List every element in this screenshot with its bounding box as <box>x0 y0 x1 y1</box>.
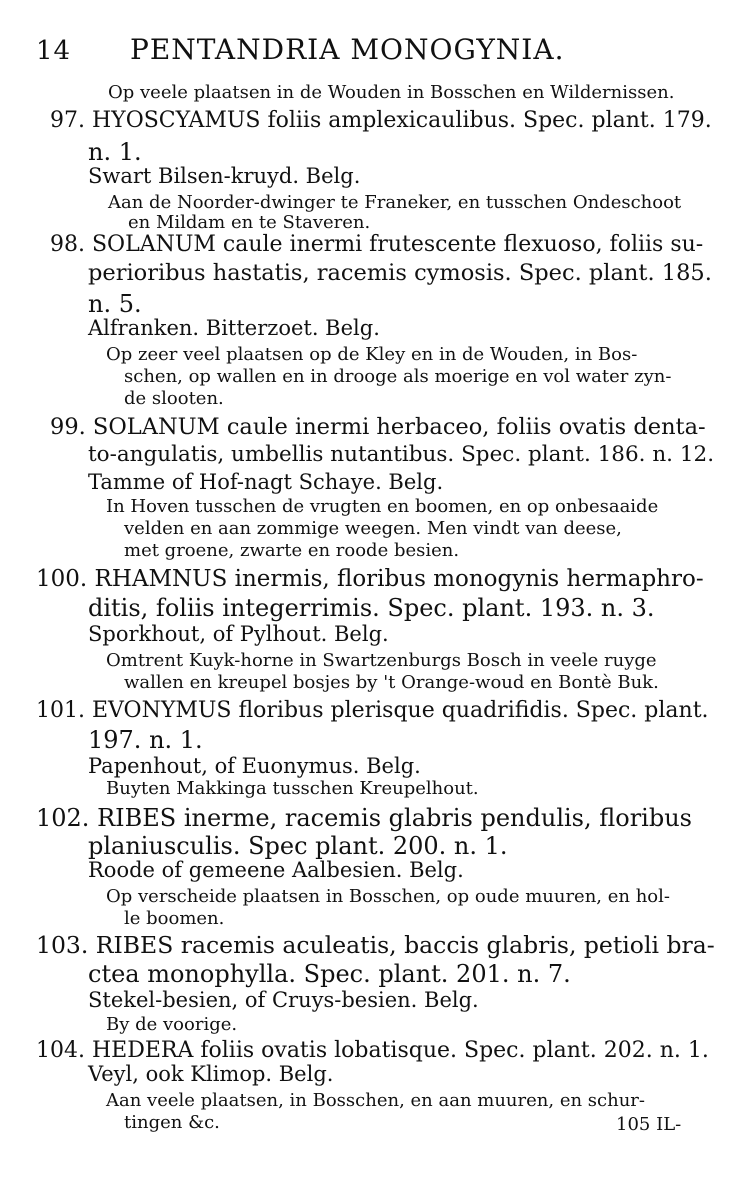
entry-99-locality-1: In Hoven tusschen de vrugten en boomen, en op onbesaaide <box>106 496 659 517</box>
entry-100-locality-2: wallen en kreupel bosjes by 't Orange-woud en Bontè Buk. <box>124 672 659 693</box>
entry-101-locality-1: Buyten Makkinga tusschen Kreupelhout. <box>106 778 479 799</box>
entry-102-vernacular: Roode of gemeene Aalbesien. Belg. <box>88 858 464 882</box>
entry-99-locality-3: met groene, zwarte en roode besien. <box>124 540 460 561</box>
entry-103-line-1: 103. RIBES racemis aculeatis, baccis glabris, petioli bra- <box>36 931 715 959</box>
page-number: 14 <box>36 36 72 66</box>
entry-101-line-1: 101. EVONYMUS floribus plerisque quadrifidis. Spec. plant. <box>36 698 709 723</box>
entry-97-locality-1: Aan de Noorder-dwinger te Franeker, en tusschen Ondeschoot <box>108 192 682 213</box>
entry-98-vernacular: Alfranken. Bitterzoet. Belg. <box>88 316 380 340</box>
catchword: 105 IL- <box>616 1114 682 1135</box>
entry-98-line-3: n. 5. <box>88 290 142 318</box>
entry-97-vernacular: Swart Bilsen-kruyd. Belg. <box>88 164 361 188</box>
entry-98-line-1: 98. SOLANUM caule inermi frutescente flexuoso, foliis su- <box>50 232 704 257</box>
entry-101-line-2: 197. n. 1. <box>88 726 203 754</box>
entry-98-locality-2: schen, op wallen en in drooge als moerige en vol water zyn- <box>124 366 672 387</box>
entry-102-line-1: 102. RIBES inerme, racemis glabris pendulis, floribus <box>36 804 692 832</box>
entry-104-vernacular: Veyl, ook Klimop. Belg. <box>88 1062 334 1086</box>
entry-104-locality-1: Aan veele plaatsen, in Bosschen, en aan muuren, en schur- <box>106 1090 645 1111</box>
entry-98-line-2: perioribus hastatis, racemis cymosis. Spec. plant. 185. <box>88 260 712 286</box>
entry-97-line-2: n. 1. <box>88 138 142 166</box>
running-title: PENTANDRIA MONOGYNIA. <box>130 33 565 66</box>
entry-98-locality-3: de slooten. <box>124 388 224 409</box>
entry-101-vernacular: Papenhout, of Euonymus. Belg. <box>88 754 421 778</box>
entry-103-locality-1: By de voorige. <box>106 1014 238 1035</box>
entry-103-vernacular: Stekel-besien, of Cruys-besien. Belg. <box>88 988 479 1012</box>
entry-102-line-2: planiusculis. Spec plant. 200. n. 1. <box>88 832 508 860</box>
entry-100-locality-1: Omtrent Kuyk-horne in Swartzenburgs Bosch in veele ruyge <box>106 650 657 671</box>
entry-102-locality-2: le boomen. <box>124 908 225 929</box>
entry-103-line-2: ctea monophylla. Spec. plant. 201. n. 7. <box>88 960 571 988</box>
entry-99-line-1: 99. SOLANUM caule inermi herbaceo, foliis ovatis denta- <box>50 414 706 440</box>
entry-99-vernacular: Tamme of Hof-nagt Schaye. Belg. <box>88 470 444 494</box>
entry-97-line-1: 97. HYOSCYAMUS foliis amplexicaulibus. Spec. plant. 179. <box>50 108 712 133</box>
entry-99-line-2: to-angulatis, umbellis nutantibus. Spec. plant. 186. n. 12. <box>88 442 715 467</box>
entry-104-line-1: 104. HEDERA foliis ovatis lobatisque. Spec. plant. 202. n. 1. <box>36 1038 709 1063</box>
entry-100-vernacular: Sporkhout, of Pylhout. Belg. <box>88 622 389 646</box>
entry-104-locality-2: tingen &c. <box>124 1112 220 1133</box>
entry-98-locality-1: Op zeer veel plaatsen op de Kley en in de Wouden, in Bos- <box>106 344 638 365</box>
entry-100-line-2: ditis, foliis integerrimis. Spec. plant. 193. n. 3. <box>88 594 655 622</box>
entry-102-locality-1: Op verscheide plaatsen in Bosschen, op oude muuren, en hol- <box>106 886 670 907</box>
entry-99-locality-2: velden en aan zommige weegen. Men vindt van deese, <box>124 518 622 539</box>
entry-100-line-1: 100. RHAMNUS inermis, floribus monogynis hermaphro- <box>36 566 704 592</box>
locality-line: Op veele plaatsen in de Wouden in Bosschen en Wildernissen. <box>108 82 675 103</box>
entry-97-locality-2: en Mildam en te Staveren. <box>128 212 371 233</box>
